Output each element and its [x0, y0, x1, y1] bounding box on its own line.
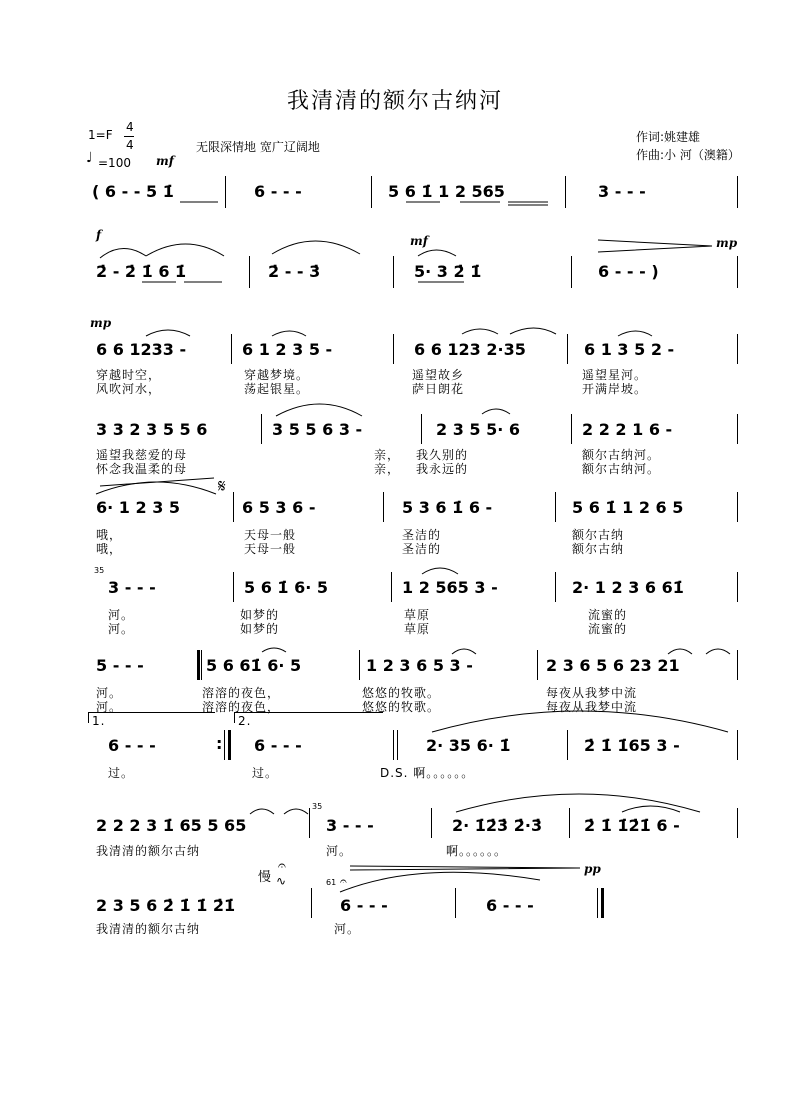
measure-6-1: 3 - - - [108, 578, 156, 597]
dynamic-mf: mf [156, 154, 174, 168]
dynamic-pp: pp [584, 862, 601, 876]
measure-4-4: 2 2 2 1 6 - [582, 420, 673, 439]
measure-3-1: 6 6 1233 - [96, 340, 187, 359]
measure-1-4: 3 - - - [598, 182, 646, 201]
tempo-slow: 慢 [258, 870, 273, 885]
measure-3-4: 6 1 3 5 2 - [584, 340, 675, 359]
lyric-5-2a: 天母一般 [244, 528, 297, 542]
lyric-8-2: 过。 [252, 766, 279, 780]
lyric-4-1a: 遥望我慈爱的母 [96, 448, 188, 462]
measure-1-1: ( 6 - - 5 1̇ [92, 182, 174, 201]
measure-5-2: 6 5 3 6 - [242, 498, 316, 517]
lyric-3-4b: 开满岸坡。 [582, 382, 648, 396]
measure-3-2: 6 1 2 3 5 - [242, 340, 333, 359]
volta-2-label: 2. [238, 714, 252, 728]
time-signature-top: 4 [126, 120, 134, 134]
lyric-3-2a: 穿越梦境。 [244, 368, 310, 382]
lyric-6-3a: 草原 [404, 608, 431, 622]
trill-icon: ∿ [276, 874, 287, 888]
lyric-10-2: 河。 [334, 922, 361, 936]
lyric-6-4b: 流蜜的 [588, 622, 628, 636]
measure-2-4: 6 - - - ) [598, 262, 659, 281]
lyric-4-4a: 额尔古纳河。 [582, 448, 661, 462]
lyric-6-1a: 河。 [108, 608, 135, 622]
lyric-5-3a: 圣洁的 [402, 528, 442, 542]
measure-6-3: 1 2 565 3 - [402, 578, 498, 597]
lyric-6-3b: 草原 [404, 622, 431, 636]
lyric-6-2a: 如梦的 [240, 608, 280, 622]
measure-3-3: 6 6 123 2·35 [414, 340, 526, 359]
lyric-4-4b: 额尔古纳河。 [582, 462, 661, 476]
measure-8-3: 2· 35 6· 1̇ [426, 736, 511, 755]
lyric-4-2a: 亲， [374, 448, 401, 462]
lyric-3-3b: 萨日朗花 [412, 382, 465, 396]
lyric-3-2b: 荡起银星。 [244, 382, 310, 396]
dynamic-mp: mp [716, 236, 738, 250]
measure-7-3: 1 2 3 6 5 3 - [366, 656, 473, 675]
measure-10-3: 6 - - - [486, 896, 534, 915]
lyric-5-4a: 额尔古纳 [572, 528, 625, 542]
measure-4-3: 2 3 5 5· 6 [436, 420, 521, 439]
lyricist: 作词:姚建雄 [636, 130, 701, 144]
measure-2-2: 2̇ - - 3̇ [268, 262, 321, 281]
grace-note: 35 [94, 566, 105, 575]
measure-7-1: 5 - - - [96, 656, 144, 675]
lyric-7-2b: 溶溶的夜色， [202, 700, 281, 714]
repeat-dots: : [216, 734, 223, 753]
measure-1-2: 6 - - - [254, 182, 302, 201]
measure-6-4: 2· 1 2 3 6 61̇ [572, 578, 684, 597]
composer: 作曲:小 河（澳籍） [636, 148, 740, 162]
measure-5-4: 5 6 1̇ 1 2 6 5 [572, 498, 684, 517]
measure-9-3: 2· 1̇2̇3̇ 2̇·3̇ [452, 816, 543, 835]
dynamic-f: f [96, 228, 102, 242]
lyric-9-1: 我清清的额尔古纳 [96, 844, 201, 858]
measure-9-4: 2̇ 1̇ 1̇2̇1̇ 6 - [584, 816, 680, 835]
segno-icon: 𝄋 [218, 476, 226, 497]
measure-2-3: 5· 3 2̇ 1̇ [414, 262, 482, 281]
expression-marking: 无限深情地 宽广辽阔地 [196, 140, 320, 154]
volta-1-label: 1. [92, 714, 106, 728]
fermata-icon: 𝄐 [278, 858, 286, 874]
time-signature-bottom: 4 [126, 138, 134, 152]
measure-4-1: 3 3 2 3 5 5 6 [96, 420, 208, 439]
measure-10-2: 6 - - - [340, 896, 388, 915]
lyric-7-3a: 悠悠的牧歌。 [362, 686, 441, 700]
measure-8-4: 2̇ 1̇ 1̇65 3 - [584, 736, 680, 755]
lyric-3-1b: 风吹河水， [96, 382, 162, 396]
lyric-4-2b: 亲， [374, 462, 401, 476]
lyric-5-3b: 圣洁的 [402, 542, 442, 556]
lyric-9-2: 河。 [326, 844, 353, 858]
measure-7-2: 5 6 61̇ 6· 5 [206, 656, 302, 675]
lyric-6-4a: 流蜜的 [588, 608, 628, 622]
grace-note-2: 35 [312, 802, 323, 811]
measure-2-1: 2̇ - 2̇ 1̇ 6 1̇ [96, 262, 187, 281]
measure-5-3: 5 3 6 1̇ 6 - [402, 498, 493, 517]
measure-6-2: 5 6 1̇ 6· 5 [244, 578, 329, 597]
lyric-4-1b: 怀念我温柔的母 [96, 462, 188, 476]
quarter-note-icon: ♩ [86, 150, 93, 166]
lyric-8-3: D.S. 啊。。。。。。 [380, 766, 475, 780]
measure-8-2: 6 - - - [254, 736, 302, 755]
measure-10-1: 2 3 5 6 2̇ 1̇ 1̇ 2̇1̇ [96, 896, 236, 915]
lyric-9-3: 啊。。。。。。 [446, 844, 508, 858]
key-signature: 1=F [88, 128, 113, 142]
lyric-7-1b: 河。 [96, 700, 123, 714]
lyric-5-4b: 额尔古纳 [572, 542, 625, 556]
lyric-5-1b: 哦， [96, 542, 123, 556]
tempo: =100 [98, 156, 131, 170]
lyric-3-4a: 遥望星河。 [582, 368, 648, 382]
lyric-4-3a: 我久别的 [416, 448, 469, 462]
lyric-5-1a: 哦， [96, 528, 123, 542]
fermata-icon-2: 𝄐 [340, 874, 347, 888]
lyric-4-3b: 我永远的 [416, 462, 469, 476]
lyric-7-4a: 每夜从我梦中流 [546, 686, 638, 700]
lyric-8-1: 过。 [108, 766, 135, 780]
lyric-3-3a: 遥望故乡 [412, 368, 465, 382]
lyric-7-2a: 溶溶的夜色， [202, 686, 281, 700]
lyric-7-4b: 每夜从我梦中流 [546, 700, 638, 714]
measure-5-1: 6· 1 2 3 5 [96, 498, 181, 517]
measure-9-1: 2 2 2 3 1̇ 65 5 65 [96, 816, 247, 835]
dynamic-mp-2: mp [90, 316, 112, 330]
lyric-5-2b: 天母一般 [244, 542, 297, 556]
lyric-10-1: 我清清的额尔古纳 [96, 922, 201, 936]
lyric-3-1a: 穿越时空， [96, 368, 162, 382]
lyric-6-2b: 如梦的 [240, 622, 280, 636]
grace-note-3: 61 [326, 878, 337, 887]
measure-1-3: 5 6 1̇ 1 2 565 [388, 182, 505, 201]
page-title: 我清清的额尔古纳河 [286, 89, 503, 114]
measure-9-2: 3 - - - [326, 816, 374, 835]
lyric-7-3b: 悠悠的牧歌。 [362, 700, 441, 714]
lyric-7-1a: 河。 [96, 686, 123, 700]
dynamic-mf-2: mf [410, 234, 428, 248]
measure-4-2: 3 5 5 6 3 - [272, 420, 363, 439]
lyric-6-1b: 河。 [108, 622, 135, 636]
measure-7-4: 2 3 6 5 6 23 21 [546, 656, 680, 675]
measure-8-1: 6 - - - [108, 736, 156, 755]
